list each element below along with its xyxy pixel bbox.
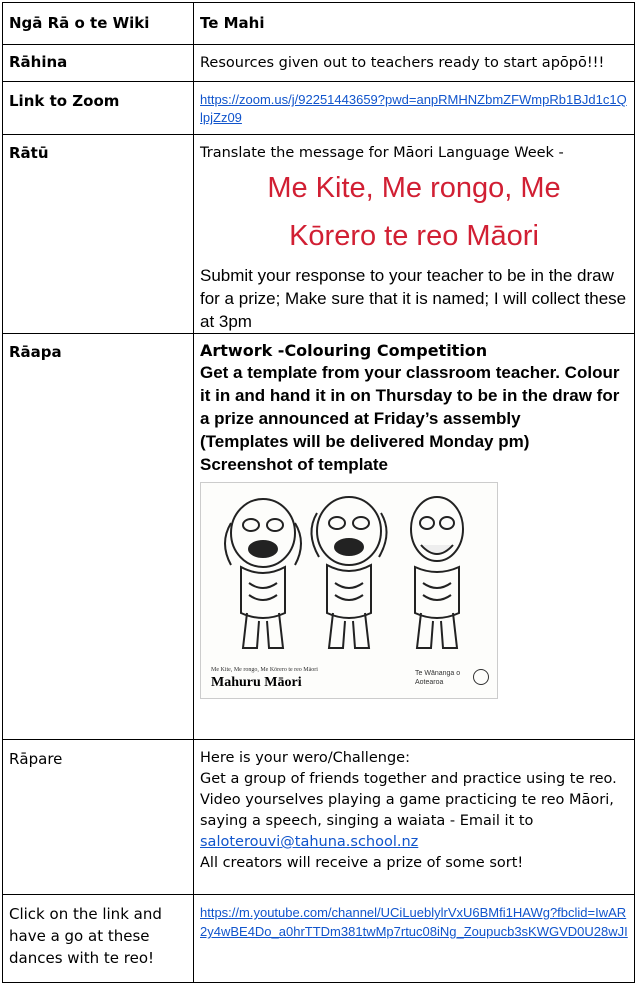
- row-zoom: [3, 82, 635, 135]
- tiki-figures-illustration: [201, 483, 497, 663]
- template-logo-text: Te Wānanga o Aotearoa: [415, 670, 461, 686]
- task-title: Artwork -Colouring Competition: [200, 341, 488, 360]
- day-label: Rāpare: [9, 750, 63, 768]
- task-body: Get a template from your classroom teacher. Colour it in and hand it in on Thursday to be in the draw for a prize announced at Friday’s assembly: [200, 363, 620, 428]
- task-body: Submit your response to your teacher to be in the draw for a prize; Make sure that it is named; I will collect these at 3pm: [200, 266, 627, 331]
- task-intro: Translate the message for Māori Language Week -: [200, 145, 564, 161]
- day-label: Link to Zoom: [9, 92, 120, 110]
- day-label: Click on the link and have a go at these dances with te reo!: [9, 905, 162, 967]
- youtube-link[interactable]: https://m.youtube.com/channel/UCiLueblylrVxU6BMfi1HAWg?fbclid=IwAR2y4wBE4Do_a0hrTTDm381twMp7rtuc08iNg_Zoupucb3sKWGVD0U28wJI: [200, 905, 628, 939]
- header-tasks: [194, 3, 635, 45]
- header-days: [3, 3, 194, 45]
- row-youtube: [3, 895, 635, 983]
- header-tasks-label: Te Mahi: [200, 14, 265, 32]
- task-title: Here is your wero/Challenge:: [200, 750, 410, 766]
- logo-icon: [473, 669, 489, 685]
- phrase-line-1: Me Kite, Me rongo, Me: [267, 172, 561, 204]
- schedule-table: [2, 2, 635, 983]
- task-screenshot-label: Screenshot of template: [200, 455, 388, 474]
- zoom-link[interactable]: https://zoom.us/j/92251443659?pwd=anpRMHNZbmZFWmpRb1BJd1c1QlpjZz09: [200, 92, 627, 125]
- email-link[interactable]: saloterouvi@tahuna.school.nz: [200, 834, 419, 850]
- template-image: [200, 482, 498, 699]
- task-body: Get a group of friends together and practice using te reo. Video yourselves playing a game practicing te reo Māori, saying a speech, singing a waiata - Email it to: [200, 771, 617, 829]
- phrase-line-2: Kōrero te reo Māori: [289, 220, 539, 252]
- template-caption: Mahuru Māori: [211, 675, 302, 690]
- header-days-label: Ngā Rā o te Wiki: [9, 14, 150, 32]
- day-label: Rāapa: [9, 343, 62, 361]
- task-note: All creators will receive a prize of some sort!: [200, 855, 524, 871]
- day-label: Rātū: [9, 144, 49, 162]
- task-note: (Templates will be delivered Monday pm): [200, 432, 530, 451]
- template-small-caption: Me Kite, Me rongo, Me Kōrero te reo Māori: [211, 667, 318, 673]
- task-text: Resources given out to teachers ready to start apōpō!!!: [200, 55, 605, 71]
- row-ratu: [3, 135, 635, 334]
- day-label: Rāhina: [9, 53, 68, 71]
- row-raapa: [3, 334, 635, 740]
- row-rapare: [3, 740, 635, 895]
- header-row: [3, 3, 635, 45]
- row-rahina: [3, 45, 635, 82]
